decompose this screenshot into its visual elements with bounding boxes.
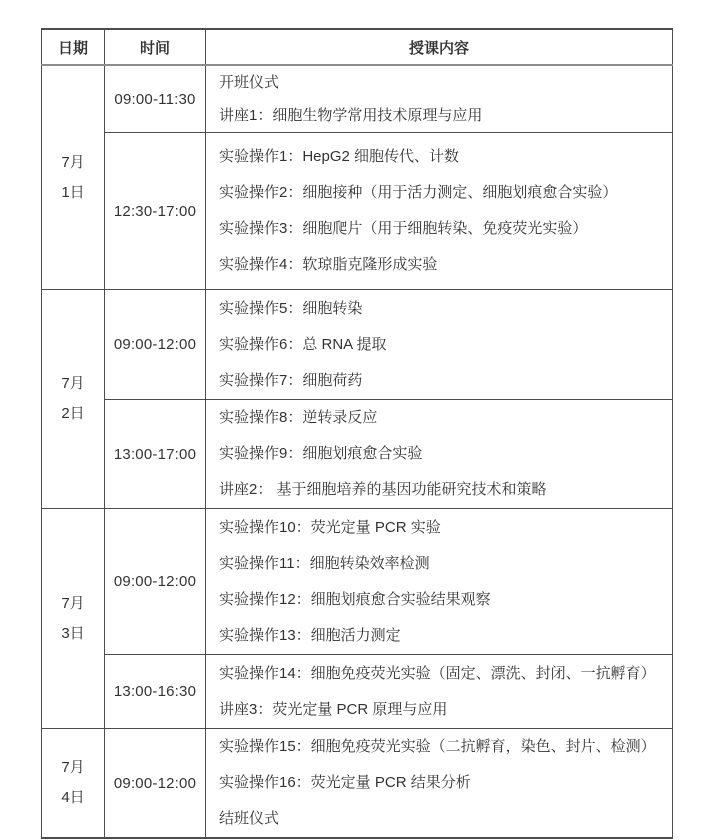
time-cell: 13:00-17:00 <box>105 400 206 509</box>
content-cell <box>206 655 673 729</box>
content-line: 讲座3：荧光定量 PCR 原理与应用 <box>219 700 448 718</box>
content-line: 实验操作13：细胞活力测定 <box>219 626 401 644</box>
col-header-date: 日期 <box>42 29 105 65</box>
date-cell-jul-4 <box>42 729 105 839</box>
content-line: 实验操作16：荧光定量 PCR 结果分析 <box>219 774 471 791</box>
content-line: 实验操作6：总 RNA 提取 <box>219 335 387 353</box>
table-row <box>42 400 673 509</box>
date-cell-jul-3 <box>42 509 105 729</box>
content-cell <box>206 65 673 133</box>
content-cell <box>206 400 673 509</box>
content-line: 结班仪式 <box>219 810 280 827</box>
content-cell <box>206 729 673 839</box>
content-line: 实验操作11：细胞转染效率检测 <box>219 554 430 572</box>
content-cell <box>206 509 673 655</box>
content-line: 实验操作12：细胞划痕愈合实验结果观察 <box>219 590 491 608</box>
content-line: 实验操作5：细胞转染 <box>219 299 363 317</box>
col-header-time: 时间 <box>105 29 206 65</box>
table-row <box>42 65 673 133</box>
content-line: 实验操作8：逆转录反应 <box>219 409 378 426</box>
date-day: 3日 <box>61 624 85 642</box>
col-header-content: 授课内容 <box>206 29 673 65</box>
schedule-table <box>41 28 673 839</box>
content-line: 实验操作4：软琼脂克隆形成实验 <box>219 256 438 273</box>
time-cell: 09:00-12:00 <box>105 509 206 655</box>
content-cell <box>206 133 673 290</box>
time-cell: 09:00-12:00 <box>105 290 206 400</box>
content-line: 实验操作1：HepG2 细胞传代、计数 <box>219 148 460 165</box>
content-line: 实验操作14：细胞免疫荧光实验（固定、漂洗、封闭、一抗孵育） <box>219 664 656 682</box>
date-month: 7月 <box>61 375 85 392</box>
date-month: 7月 <box>61 594 85 612</box>
date-day: 2日 <box>61 405 85 422</box>
table-row <box>42 133 673 290</box>
content-line: 实验操作3：细胞爬片（用于细胞转染、免疫荧光实验） <box>219 220 588 237</box>
date-day: 1日 <box>61 183 85 201</box>
table-row <box>42 655 673 729</box>
table-row <box>42 729 673 839</box>
content-line: 讲座1：细胞生物学常用技术原理与应用 <box>219 107 483 124</box>
time-cell: 13:00-16:30 <box>105 655 206 729</box>
date-cell-jul-2 <box>42 290 105 509</box>
content-line: 开班仪式 <box>219 74 280 91</box>
content-line: 实验操作15：细胞免疫荧光实验（二抗孵育，染色、封片、检测） <box>219 738 656 755</box>
date-month: 7月 <box>61 153 85 171</box>
content-cell <box>206 290 673 400</box>
date-month: 7月 <box>61 759 85 776</box>
table-row <box>42 509 673 655</box>
header-row <box>42 29 673 65</box>
table-row <box>42 290 673 400</box>
content-line: 讲座2： 基于细胞培养的基因功能研究技术和策略 <box>219 481 547 498</box>
time-cell: 09:00-11:30 <box>105 65 206 133</box>
content-line: 实验操作9：细胞划痕愈合实验 <box>219 445 423 462</box>
time-cell: 12:30-17:00 <box>105 133 206 290</box>
date-cell-jul-1 <box>42 65 105 290</box>
content-line: 实验操作10：荧光定量 PCR 实验 <box>219 518 441 536</box>
content-line: 实验操作7：细胞荷药 <box>219 371 363 389</box>
time-cell: 09:00-12:00 <box>105 729 206 839</box>
date-day: 4日 <box>61 789 85 806</box>
content-line: 实验操作2：细胞接种（用于活力测定、细胞划痕愈合实验） <box>219 184 618 201</box>
